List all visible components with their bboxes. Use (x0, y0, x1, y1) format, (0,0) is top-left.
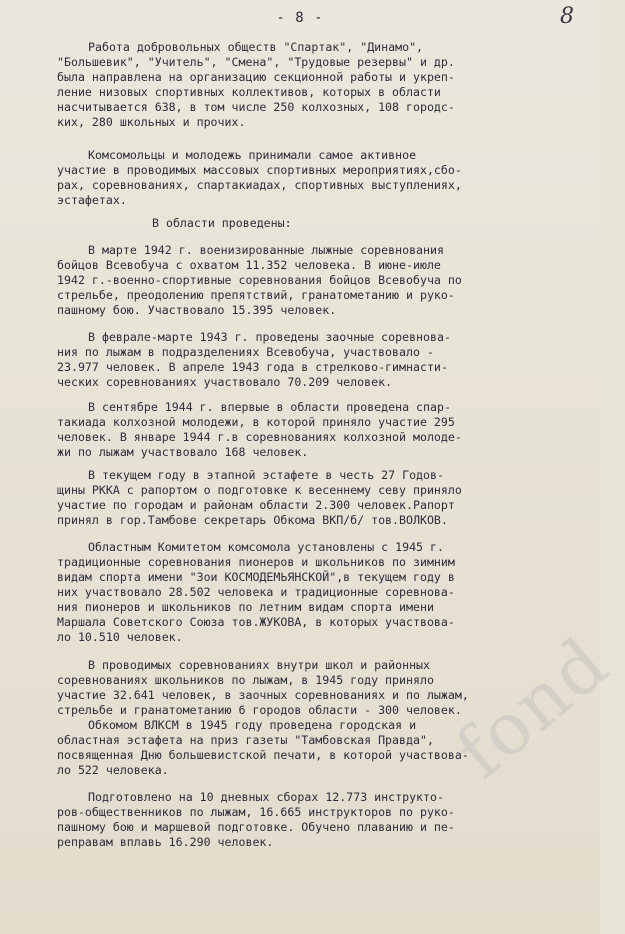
text-line: ния пионеров и школьников по летним видам спорта имени (57, 600, 434, 614)
archive-watermark: fond (440, 620, 625, 795)
page-number: - 8 - (276, 10, 324, 26)
text-line: участие в проводимых массовых спортивных мероприятиях,сбо- (57, 163, 462, 177)
text-line: Комсомольцы и молодежь принимали самое активное (88, 148, 417, 162)
text-line: ния по лыжам в подразделениях Всевобуча, участвовало - (57, 345, 434, 359)
text-line: традиционные соревнования пионеров и школьников по зимним (57, 555, 455, 569)
text-line: В сентябре 1944 г. впервые в области проведена спар- (88, 400, 451, 414)
text-line: них участвовало 28.502 человека и традиционные соревнова- (57, 585, 455, 599)
text-line: жи по лыжам участвовало 168 человек. (57, 445, 309, 459)
text-line: ческих соревнованиях участвовало 70.209 человек. (57, 375, 393, 389)
text-line: рах, соревнованиях, спартакиадах, спортивных выступлениях, (57, 178, 462, 192)
text-line: В проводимых соревнованиях внутри школ и районных (88, 658, 431, 672)
text-line: реправам вплавь 16.290 человек. (57, 835, 274, 849)
text-line: ких, 280 школьных и прочих. (57, 115, 246, 129)
text-line: областная эстафета на приз газеты "Тамбовская Правда", (57, 733, 434, 747)
text-line: эстафетах. (57, 193, 127, 207)
text-line: участие по городам и районам области 2.300 человек.Рапорт (57, 498, 455, 512)
text-line: стрельбе, преодолению препятствий, гранатометанию и руко- (57, 288, 455, 302)
text-line: пашному бою и маршевой подготовке. Обучено плаванию и пе- (57, 820, 455, 834)
text-line: ление низовых спортивных коллективов, которых в области (57, 85, 441, 99)
text-line: посвященная Дню большевистской печати, в которой участвова- (57, 748, 469, 762)
text-line: участие 32.641 человек, в заочных соревнованиях и по лыжам, (57, 688, 469, 702)
text-line: ров-общественников по лыжам, 16.665 инструкторов по руко- (57, 805, 455, 819)
text-line: 23.977 человек. В апреле 1943 года в стрелково-гимнасти- (57, 360, 448, 374)
text-line: соревнованиях школьников по лыжам, в 1945 году приняло (57, 673, 434, 687)
text-line: видам спорта имени "Зои КОСМОДЕМЬЯНСКОЙ",в текущем году в (57, 570, 455, 584)
text-line: В феврале-марте 1943 г. проведены заочные соревнова- (88, 330, 451, 344)
text-line: В текущем году в этапной эстафете в честь 27 Годов- (88, 468, 444, 482)
text-line: В марте 1942 г. военизированные лыжные соревнования (88, 243, 444, 257)
text-line: принял в гор.Тамбове секретарь Обкома ВКП/б/ тов.ВОЛКОВ. (57, 513, 448, 527)
text-line: Обкомом ВЛКСМ в 1945 году проведена городская и (88, 718, 417, 732)
text-line: 1942 г.-военно-спортивные соревнования бойцов Всевобуча по (57, 273, 462, 287)
text-line: щины РККА с рапортом о подготовке к весеннему севу приняло (57, 483, 462, 497)
text-line: бойцов Всевобуча с охватом 11.352 человека. В июне-июле (57, 258, 441, 272)
text-line: Областным Комитетом комсомола установлены с 1945 г. (88, 540, 444, 554)
text-line: человек. В январе 1944 г.в соревнованиях колхозной молоде- (57, 430, 462, 444)
text-line: ло 10.510 человек. (57, 630, 183, 644)
archive-page-number: 8 (560, 4, 574, 29)
text-line: стрельбе и гранатометанию 6 городов области - 300 человек. (57, 703, 462, 717)
text-line: насчитывается 638, в том числе 250 колхозных, 108 городс- (57, 100, 455, 114)
text-line: Работа добровольных обществ "Спартак", "Динамо", (88, 40, 424, 54)
text-line: такиада колхозной молодежи, в которой приняло участие 295 (57, 415, 455, 429)
text-line: "Большевик", "Учитель", "Смена", "Трудовые резервы" и др. (57, 55, 455, 69)
section-heading: В области проведены: (152, 216, 292, 230)
text-line: ло 522 человека. (57, 763, 169, 777)
text-line: Маршала Советского Союза тов.ЖУКОВА, в которых участвова- (57, 615, 455, 629)
text-line: Подготовлено на 10 дневных сборах 12.773 инструкто- (88, 790, 444, 804)
text-line: пашному бою. Участвовало 15.395 человек. (57, 303, 337, 317)
text-line: была направлена на организацию секционной работы и укреп- (57, 70, 455, 84)
